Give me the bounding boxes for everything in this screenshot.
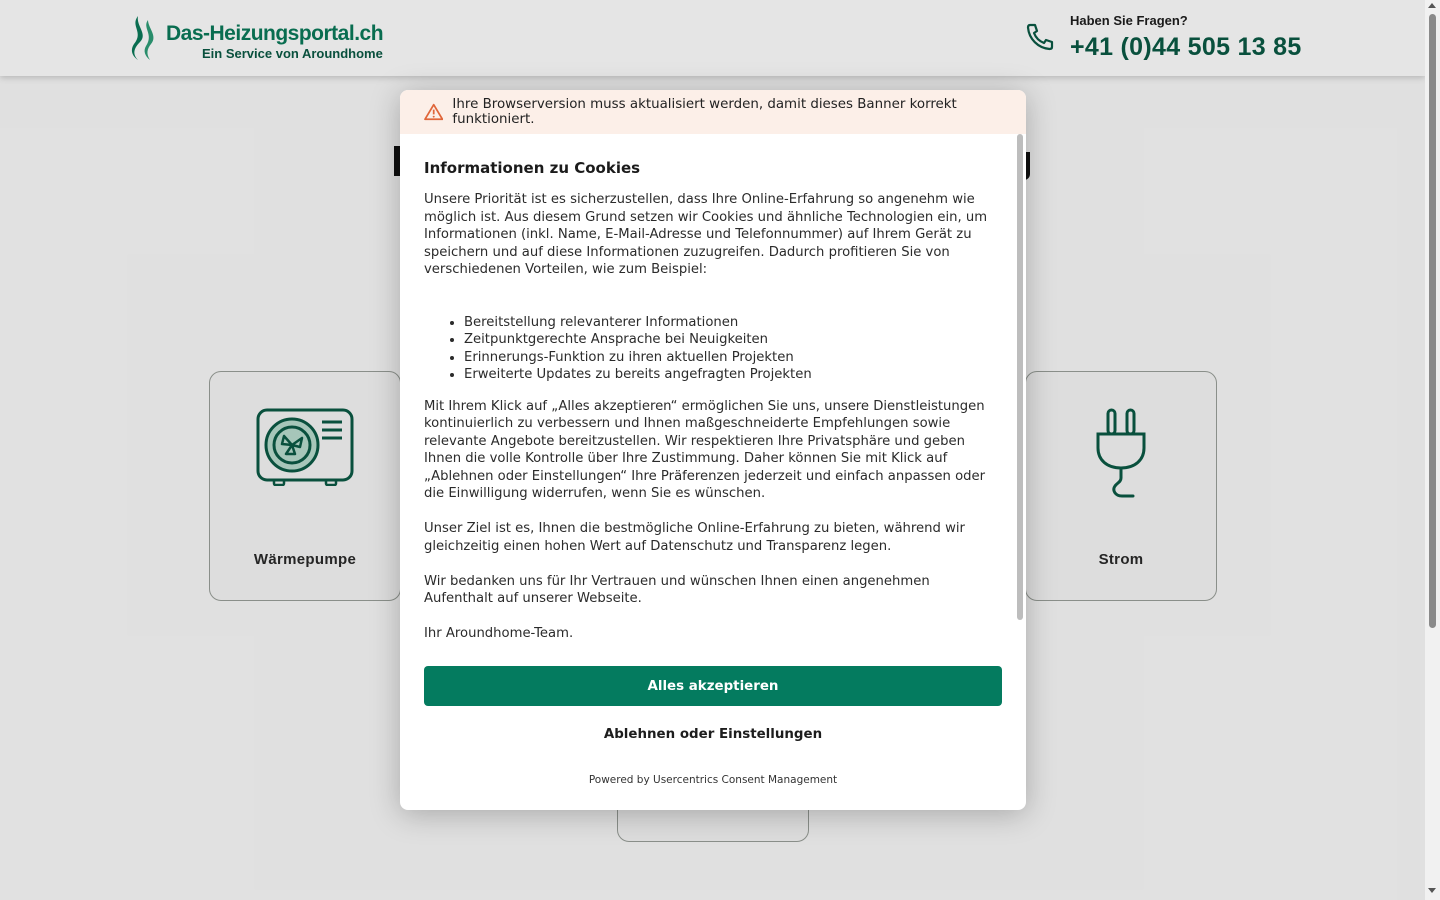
decline-or-settings-button[interactable]: Ablehnen oder Einstellungen: [424, 716, 1002, 752]
contact-question: Haben Sie Fragen?: [1070, 13, 1188, 28]
list-item: • Zeitpunktgerechte Ansprache bei Neuigkeiten: [464, 331, 1002, 349]
warning-icon: [424, 103, 443, 121]
accept-all-button[interactable]: Alles akzeptieren: [424, 666, 1002, 706]
cookie-dialog-body: [400, 134, 1026, 810]
scroll-up-arrow-icon[interactable]: [1428, 3, 1436, 8]
scroll-down-arrow-icon[interactable]: [1428, 888, 1436, 893]
list-item: • Erweiterte Updates zu bereits angefragten Projekten: [464, 366, 1002, 384]
card-label: Strom: [1098, 551, 1144, 568]
privacy-goal-text: Unser Ziel ist es, Ihnen die bestmögliche Online-Erfahrung zu bieten, während wir gleichzeitig einen hohen Wert auf Datenschutz und Transparenz legen.: [424, 521, 965, 554]
page-scrollbar-thumb[interactable]: [1429, 14, 1436, 628]
cookie-dialog-title: Informationen zu Cookies: [424, 159, 641, 177]
list-item: • Bereitstellung relevanterer Informationen: [464, 314, 1002, 332]
benefits-list: [424, 314, 1002, 384]
list-item: • Erinnerungs-Funktion zu ihren aktuellen Projekten: [464, 349, 1002, 367]
page-scrollbar[interactable]: [1425, 0, 1440, 900]
browser-warning-text: Ihre Browserversion muss aktualisiert werden, damit dieses Banner korrekt funktioniert.: [452, 97, 957, 127]
signature-text: Ihr Aroundhome-Team.: [424, 626, 574, 641]
dialog-scrollbar-thumb[interactable]: [1017, 134, 1023, 620]
cookie-intro-text: Unsere Priorität ist es sicherzustellen, dass Ihre Online-Erfahrung so angenehm wie möglich ist. Aus diesem Grund setzen wir Cookies und ähnliche Technologien ein, um Informationen (inkl. Name, E-Mail-Adresse und Telefonnummer) auf Ihrem Gerät zu speichern und auf diese Informationen zuzugreifen. Dadurch profitieren Sie von verschiedenen Vorteilen, wie zum Beispiel:: [424, 192, 988, 277]
powered-by-text: Powered by Usercentrics Consent Management: [588, 774, 838, 786]
logo-title: Das-Heizungsportal.ch: [166, 22, 384, 45]
card-label: Wärmepumpe: [253, 551, 357, 568]
phone-number-link[interactable]: +41 (0)44 505 13 85: [1070, 33, 1302, 61]
consent-explanation-text: Mit Ihrem Klick auf „Alles akzeptieren“ ermöglichen Sie uns, unsere Dienstleistungen kontinuierlich zu verbessern und Ihnen maßgeschneiderte Empfehlungen sowie relevante Angebote bereitzustellen. Wir respektieren Ihre Privatsphäre und geben Ihnen die volle Kontrolle über Ihre Zustimmung. Daher können Sie mit Klick auf „Ablehnen oder Einstellungen“ Ihre Präferenzen jederzeit und einfach anpassen oder die Einwilligung widerrufen, wenn Sie es wünschen.: [424, 398, 986, 501]
browser-warning-banner: [400, 90, 1026, 134]
thanks-text: Wir bedanken uns für Ihr Vertrauen und wünschen Ihnen einen angenehmen Aufenthalt auf unserer Webseite.: [424, 573, 930, 606]
logo-subtitle: Ein Service von Aroundhome: [202, 46, 383, 61]
cookie-consent-dialog: [400, 90, 1026, 810]
